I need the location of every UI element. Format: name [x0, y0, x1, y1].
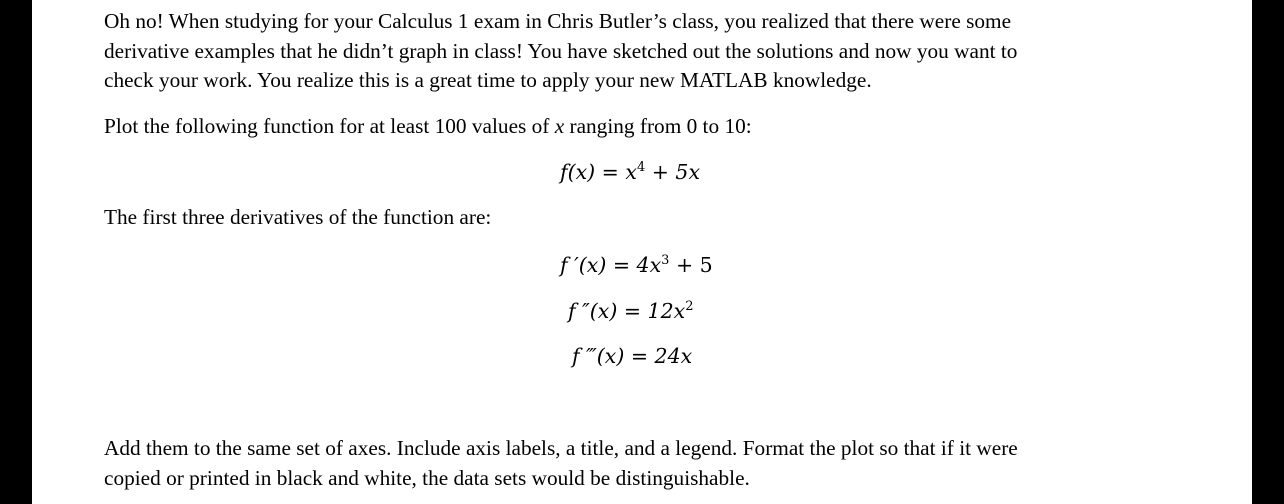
second-derivative-equation — [568, 297, 693, 325]
second-derivative-lhs: f ″(x) — [568, 299, 618, 323]
intro-paragraph — [104, 7, 1174, 96]
final-instruction-paragraph — [104, 434, 1174, 493]
intro-line-1: Oh no! When studying for your Calculus 1 exam in Chris Butler’s class, you realized that there were some — [104, 9, 1012, 33]
function-equation — [560, 158, 700, 186]
document-page — [32, 0, 1252, 504]
function-rhs-b: + 5x — [645, 160, 701, 184]
first-derivative-exponent: 3 — [661, 253, 670, 268]
third-derivative-lhs: f ‴(x) — [572, 344, 625, 368]
first-derivative-rhs-b: + 5 — [669, 253, 713, 277]
function-rhs-a: = x — [595, 160, 637, 184]
first-derivative-rhs-a: = 4x — [606, 253, 662, 277]
plot-instruction-variable: x — [554, 114, 565, 138]
function-lhs: f(x) — [560, 160, 596, 184]
final-instruction-line-2: copied or printed in black and white, the data sets would be distinguishable. — [104, 465, 750, 490]
derivatives-intro: The first three derivatives of the function are: — [104, 205, 492, 229]
second-derivative-rhs-a: = 12x — [617, 299, 686, 323]
intro-line-3: check your work. You realize this is a great time to apply your new MATLAB knowledge. — [104, 68, 872, 92]
intro-line-2: derivative examples that he didn’t graph in class! You have sketched out the solutions and now you want to — [104, 38, 1018, 63]
plot-instruction-before: Plot the following function for at least 100 values of — [104, 114, 555, 138]
function-exponent: 4 — [636, 160, 646, 175]
first-derivative-lhs: f ′(x) — [560, 253, 607, 277]
plot-instruction-after: ranging from 0 to 10: — [564, 114, 752, 138]
plot-instruction — [104, 112, 1174, 141]
third-derivative-equation — [572, 342, 692, 370]
second-derivative-exponent: 2 — [685, 299, 694, 314]
third-derivative-rhs-a: = 24x — [624, 344, 693, 368]
first-derivative-equation — [560, 251, 713, 279]
final-instruction-line-1: Add them to the same set of axes. Include axis labels, a title, and a legend. Format the plot so that if it were — [104, 436, 1018, 460]
